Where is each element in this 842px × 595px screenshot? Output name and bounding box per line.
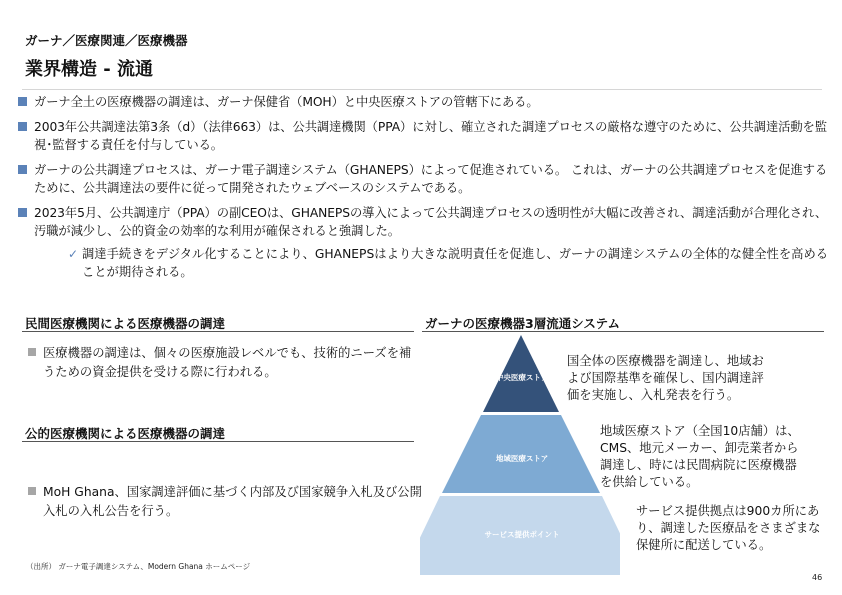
bullet-square-icon bbox=[28, 487, 36, 495]
pyramid-heading: ガーナの医療機器3層流通システム bbox=[425, 316, 620, 331]
breadcrumb: ガーナ／医療関連／医療機器 bbox=[25, 33, 188, 48]
page-number: 46 bbox=[812, 573, 823, 582]
bullet-item bbox=[18, 118, 830, 155]
bullet-square-icon bbox=[18, 165, 27, 174]
bullet-item bbox=[18, 93, 830, 112]
private-section-divider bbox=[22, 331, 414, 332]
sub-bullet-item bbox=[18, 245, 830, 282]
checkmark-icon: ✓ bbox=[68, 246, 79, 261]
public-section-heading: 公的医療機関による医療機器の調達 bbox=[25, 426, 226, 441]
private-section-heading: 民間医療機関による医療機器の調達 bbox=[25, 316, 226, 331]
bullet-square-icon bbox=[28, 348, 36, 356]
pyramid-desc-central: 国全体の医療機器を調達し、地域および国際基準を確保し、国内調達評価を実施し、入札発表を行う。 bbox=[567, 354, 764, 402]
public-section-divider bbox=[22, 441, 414, 442]
pyramid-label-regional: 地域医療ストア bbox=[495, 454, 549, 463]
private-section-text: 医療機器の調達は、個々の医療施設レベルでも、技術的ニーズを補うための資金提供を受ける際に行われる。 bbox=[43, 346, 412, 379]
pyramid-label-central: 中央医療ストア bbox=[495, 373, 549, 382]
private-section-bullet bbox=[23, 344, 418, 381]
pyramid-desc-service: サービス提供拠点は900カ所にあり、調達した医療品をさまざまな保健所に配送している。 bbox=[636, 504, 821, 552]
bullet-item bbox=[18, 161, 830, 198]
title-divider bbox=[22, 89, 822, 90]
bullet-text: ガーナ全土の医療機器の調達は、ガーナ保健省（MOH）と中央医療ストアの管轄下にある。 bbox=[34, 95, 539, 109]
bullet-text: ガーナの公共調達プロセスは、ガーナ電子調達システム（GHANEPS）によって促進されている。 これは、ガーナの公共調達プロセスを促進するために、公共調達法の要件に従って開発されたウェブベースのシステムである。 bbox=[34, 162, 828, 195]
bullet-square-icon bbox=[18, 97, 27, 106]
bullet-square-icon bbox=[18, 122, 27, 131]
pyramid-label-service: サービス提供ポイント bbox=[484, 530, 560, 539]
bullet-square-icon bbox=[18, 208, 27, 217]
public-section-text: MoH Ghana、国家調達評価に基づく内部及び国家競争入札及び公開入札の入札公告を行う。 bbox=[43, 485, 422, 518]
page-title: 業界構造 - 流通 bbox=[25, 59, 154, 80]
source-note: （出所） ガーナ電子調達システム、Modern Ghana ホームページ bbox=[26, 562, 251, 571]
pyramid-desc-regional: 地域医療ストア（全国10店舗）は、CMS、地元メーカー、卸売業者から調達し、時には民間病院に医療機器を供給している。 bbox=[600, 424, 800, 489]
bullet-list bbox=[18, 93, 830, 282]
bullet-text: 2023年5月、公共調達庁（PPA）の副CEOは、GHANEPSの導入によって公共調達プロセスの透明性が大幅に改善され、調達活動が合理化され、汚職が減少し、公的資金の効率的な利用が確保されると強調した。 bbox=[34, 205, 828, 238]
public-section-bullet bbox=[23, 483, 433, 520]
sub-bullet-text: 調達手続きをデジタル化することにより、GHANEPSはより大きな説明責任を促進し、ガーナの調達システムの全体的な健全性を高めることが期待される。 bbox=[82, 246, 829, 279]
bullet-item bbox=[18, 204, 830, 241]
bullet-text: 2003年公共調達法第3条（d）（法律663）は、公共調達機関（PPA）に対し、確立された調達プロセスの厳格な遵守のために、公共調達活動を監視･監督する責任を付与している。 bbox=[34, 119, 827, 152]
